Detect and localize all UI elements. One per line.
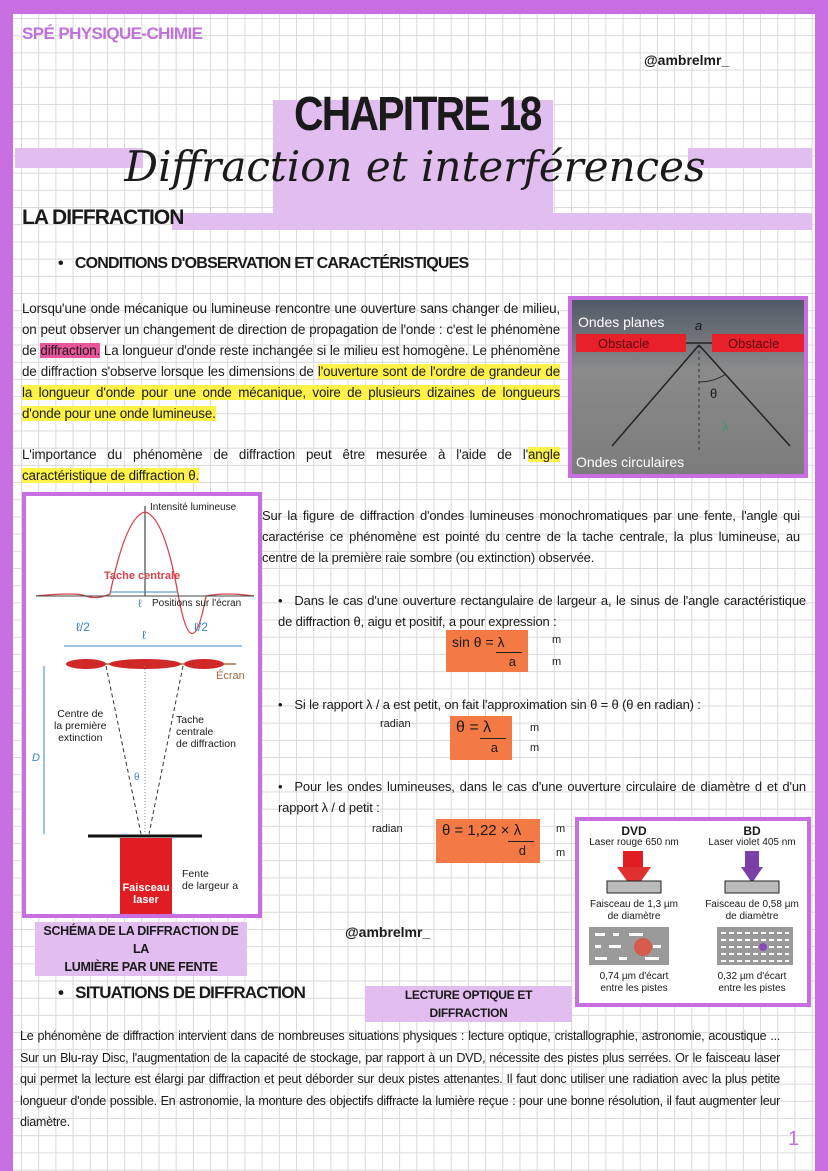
slit-diagram <box>26 496 258 914</box>
highlight-conditions: l'ouverture sont de l'ordre de grandeur de la longueur d'onde pour une onde mécanique, voire de plusieurs dizaines de longueurs d'onde pour une onde lumineuse. <box>22 364 560 421</box>
text: Pour les ondes lumineuses, dans le cas d'une ouverture circulaire de diamètre d et d'un rapport λ / d petit : <box>278 779 806 815</box>
unit-m: m <box>530 742 540 754</box>
label-l-half-right: ℓ/2 <box>194 620 208 634</box>
unit-m: m <box>552 634 562 646</box>
bd-gap: 0,32 µm d'écart <box>717 971 787 982</box>
dvd-gap-2: entre les pistes <box>600 983 668 994</box>
bullet-circular <box>278 776 806 818</box>
author-handle: @ambrelmr_ <box>644 52 730 68</box>
label-positions: Positions sur l'écran <box>152 598 242 609</box>
formula-circular <box>436 819 540 863</box>
line: laser <box>133 894 159 906</box>
section-band <box>172 213 812 230</box>
label-screen: Écran <box>216 670 245 682</box>
line: Faisceau <box>122 882 170 894</box>
text: Dans le cas d'une ouverture rectangulaire de largeur a, le sinus de l'angle caractéristique de diffraction θ, aigu et positif, a pour expression : <box>278 593 806 629</box>
bd-laser: Laser violet 405 nm <box>708 837 796 848</box>
figure-slit <box>22 492 262 918</box>
unit-m: m <box>556 823 566 835</box>
numerator: θ = λ <box>456 719 492 736</box>
line: Fente <box>182 868 209 880</box>
label-l: ℓ <box>138 598 142 610</box>
label-central-spot: Tache centrale <box>104 570 181 582</box>
chapter-title: CHAPITRE 18 <box>294 88 541 141</box>
bd-tracks-icon <box>697 923 807 967</box>
denominator: d <box>508 841 534 859</box>
bd-title: BD <box>743 824 761 838</box>
caption-slit-figure <box>35 922 247 976</box>
label-plane-waves: Ondes planes <box>578 314 665 330</box>
label-distance-D: D <box>32 752 40 764</box>
label-central-diffraction <box>176 714 236 750</box>
bd-beam-2: de diamètre <box>725 911 779 922</box>
dvd-laser: Laser rouge 650 nm <box>589 837 679 848</box>
paragraph-intro <box>22 298 560 424</box>
subheading-text: CONDITIONS D'OBSERVATION ET CARACTÉRISTIQUES <box>74 255 469 272</box>
dvd-column <box>579 825 689 995</box>
label-theta: θ <box>710 386 718 401</box>
line: la première <box>54 720 107 732</box>
line: Centre de <box>57 708 104 720</box>
text: Lorsqu'une onde mécanique ou lumineuse rencontre une ouverture sans changer de milieu, on peut observer un changement de direction de propagation de l'onde : c'est le phénomène de <box>22 301 560 358</box>
label-laser <box>120 882 172 906</box>
label-theta: θ <box>134 772 140 783</box>
label-first-extinction <box>54 708 107 744</box>
chapter-subtitle: Diffraction et interférences <box>124 142 706 191</box>
paragraph-angle <box>22 444 560 486</box>
subheading-text: SITUATIONS DE DIFFRACTION <box>75 983 306 1002</box>
figure-disc <box>575 817 811 1007</box>
line: Tache <box>176 714 205 726</box>
denominator: a <box>496 652 522 670</box>
line: de largeur a <box>182 880 239 892</box>
label-obstacle-right: Obstacle <box>728 336 780 351</box>
unit-m: m <box>556 847 566 859</box>
dvd-tracks-icon <box>579 923 689 967</box>
bullet-approximation <box>278 694 806 715</box>
unit-radian: radian <box>372 823 403 835</box>
line: de diffraction <box>176 738 236 750</box>
line: SCHÉMA DE LA DIFFRACTION DE LA <box>43 924 239 956</box>
dvd-beam: Faisceau de 1,3 µm <box>589 899 679 910</box>
bd-laser-icon <box>697 849 807 895</box>
dvd-title: DVD <box>621 824 647 838</box>
dvd-beam-2: de diamètre <box>607 911 661 922</box>
formula-approx <box>450 716 512 760</box>
denominator: a <box>480 738 506 756</box>
subheading-conditions <box>58 255 468 273</box>
caption-disc-figure: LECTURE OPTIQUE ET DIFFRACTION <box>365 986 572 1022</box>
text: Si le rapport λ / a est petit, on fait l'approximation sin θ = θ (θ en radian) : <box>294 697 701 712</box>
bd-beam: Faisceau de 0,58 µm <box>705 899 799 910</box>
paragraph-figure: Sur la figure de diffraction d'ondes lumineuses monochromatiques par une fente, l'angle qui caractérise ce phénomène est pointé du centre de la tache centrale, la plus lumineuse, au centre de la première raie sombre (ou extinction) observée. <box>262 508 800 565</box>
label-slit <box>182 868 238 892</box>
numerator: sin θ = λ <box>452 634 505 650</box>
unit-radian: radian <box>380 718 411 730</box>
dvd-gap: 0,74 µm d'écart <box>599 971 669 982</box>
formula-sine <box>446 630 528 672</box>
label-lambda: λ <box>722 418 729 434</box>
line: centrale <box>176 726 214 738</box>
label-l-center: ℓ <box>142 628 146 642</box>
label-a: a <box>695 318 703 333</box>
label-obstacle-left: Obstacle <box>598 336 650 351</box>
unit-m: m <box>530 722 540 734</box>
dvd-laser-icon <box>579 849 689 895</box>
figure-waves <box>568 296 808 478</box>
page-number: 1 <box>788 1128 800 1150</box>
text: La longueur d'onde reste inchangée si le milieu est homogène. Le phénomène de diffraction s'observe lorsque les dimensions de <box>22 343 560 379</box>
label-intensity: Intensité lumineuse <box>150 502 237 513</box>
highlight-diffraction: diffraction. <box>40 343 101 358</box>
line: extinction <box>58 732 103 744</box>
label-circular-waves: Ondes circulaires <box>576 454 685 470</box>
section-heading: LA DIFFRACTION <box>22 206 184 229</box>
subheading-situations <box>58 983 305 1003</box>
label-l-half-left: ℓ/2 <box>76 620 90 634</box>
bd-column <box>697 825 807 995</box>
numerator: θ = 1,22 × λ <box>442 822 522 839</box>
unit-m: m <box>552 656 562 668</box>
paragraph-situations: Le phénomène de diffraction intervient dans de nombreuses situations physiques : lecture optique, cristallographie, astronomie, acoustique ... Sur un Blu-ray Disc, l'augmentation de la capacité de stockage, par rapport à un DVD, nécessite des pistes plus serrées. Or le faisceau laser qui permet la lecture est élargi par diffraction et peut déborder sur deux pistes attenantes. Il faut donc utiliser une radiation avec la plus petite longueur d'onde possible. En astronomie, la monture des objectifs diffracte la lumière reçue : pour une bonne résolution, il faut augmenter leur diamètre. <box>20 1029 780 1129</box>
author-handle-2: @ambrelmr_ <box>345 924 431 940</box>
text: L'importance du phénomène de diffraction peut être mesurée à l'aide de l' <box>22 447 528 462</box>
line: LUMIÈRE PAR UNE FENTE <box>64 960 218 974</box>
bd-gap-2: entre les pistes <box>718 983 786 994</box>
highlight-angle: angle caractéristique de diffraction θ. <box>22 447 560 483</box>
subject-label: SPÉ PHYSIQUE-CHIMIE <box>22 24 203 43</box>
bullet-rectangular <box>278 590 806 632</box>
